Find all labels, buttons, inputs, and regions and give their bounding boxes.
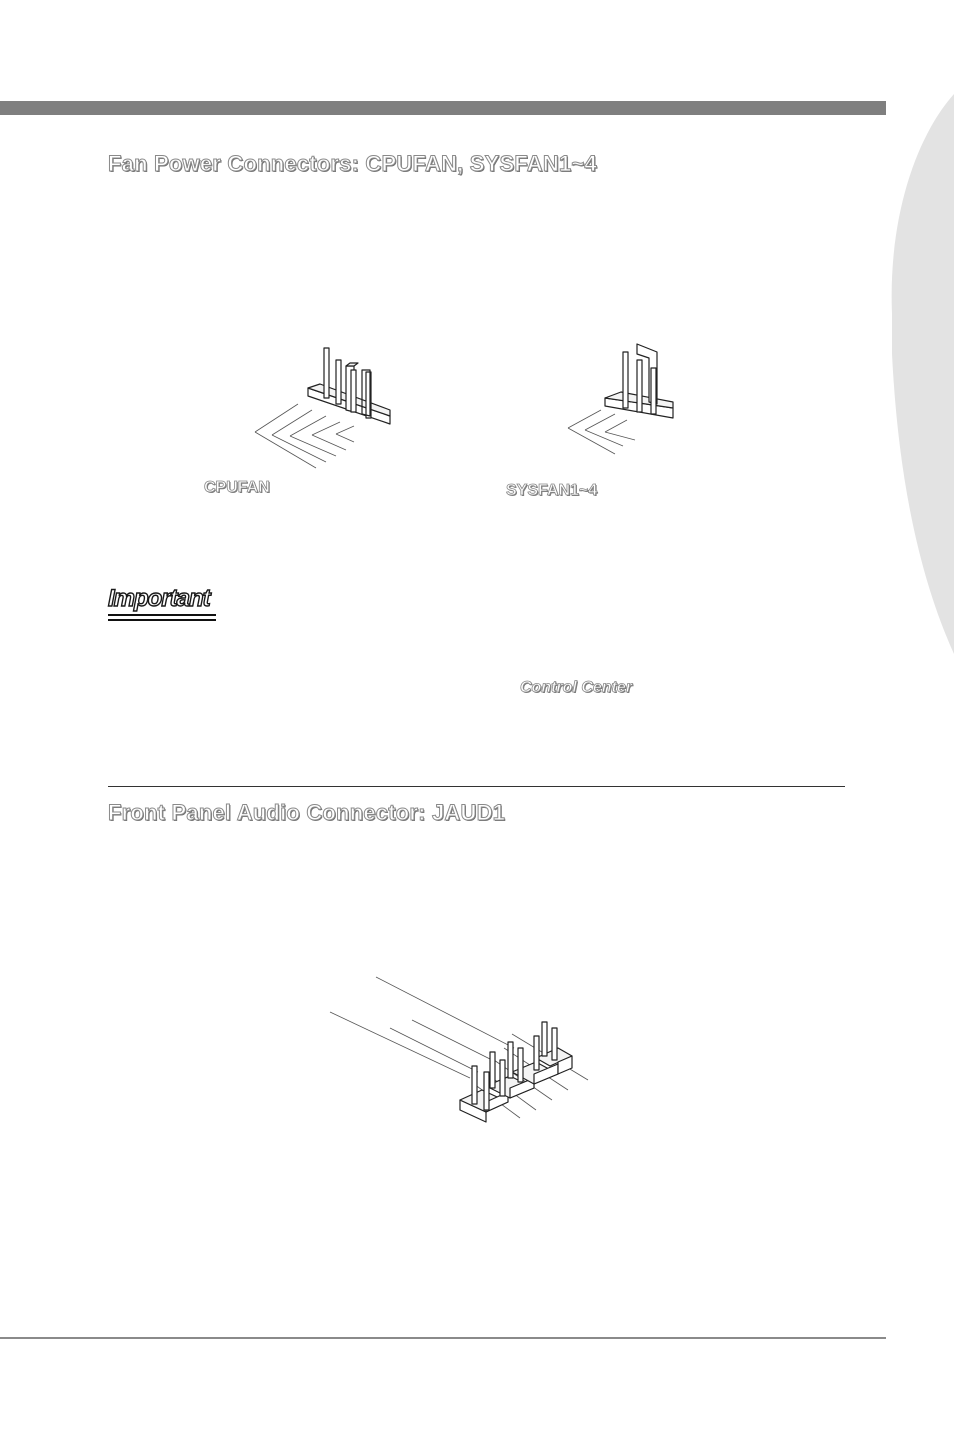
fan-section-title: Fan Power Connectors: CPUFAN, SYSFAN1~4 [108, 151, 597, 176]
important-heading: Important [108, 585, 210, 612]
chapter-side-tab [888, 94, 954, 654]
jaud1-connector-diagram [328, 972, 593, 1127]
cpufan-caption: CPUFAN [204, 479, 270, 496]
sysfan-connector-diagram [565, 342, 680, 460]
audio-section-title: Front Panel Audio Connector: JAUD1 [108, 800, 506, 825]
header-bar [0, 101, 886, 115]
control-center-text: Control Center [520, 679, 632, 696]
cpufan-connector-diagram [250, 340, 400, 475]
sysfan-caption: SYSFAN1~4 [506, 482, 598, 499]
section-divider [108, 786, 845, 787]
important-underline [108, 614, 216, 616]
footer-rule [0, 1337, 886, 1339]
important-underline [108, 619, 216, 621]
